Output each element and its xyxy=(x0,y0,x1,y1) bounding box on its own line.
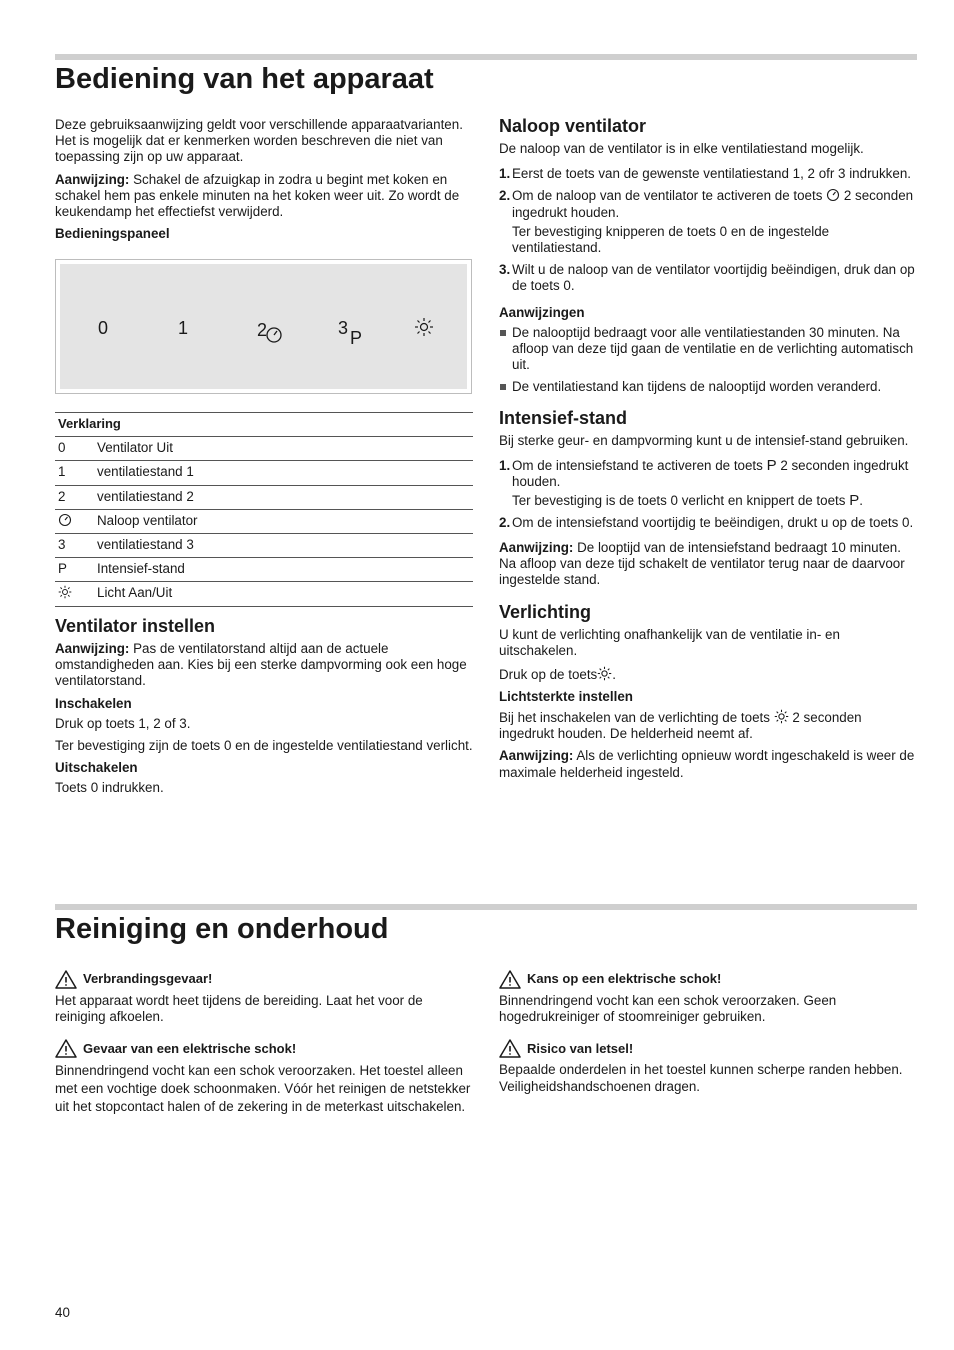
right-warnings xyxy=(499,970,917,1101)
list-item xyxy=(499,188,917,256)
timer-icon xyxy=(265,326,283,344)
ventilator-note xyxy=(55,641,473,690)
step-text: Eerst de toets van de gewenste ventilatiestand 1, 2 ofr 3 indrukken. xyxy=(512,166,911,182)
intensief-title: Intensief-stand xyxy=(499,407,628,428)
table-row xyxy=(55,485,473,509)
intro-paragraph: Deze gebruiksaanwijzing geldt voor verschillende apparaatvarianten. Het is mogelijk dat er kenmerken worden beschreven die niet van toepassing zijn op uw apparaat. xyxy=(55,117,463,165)
naloop-steps xyxy=(499,166,917,294)
table-row xyxy=(55,509,473,533)
list-item xyxy=(499,262,917,294)
section-title: Bediening van het apparaat xyxy=(55,63,434,95)
warning-heading xyxy=(55,970,473,989)
step-text: Om de intensiefstand voortijdig te beëindigen, drukt u op de toets 0. xyxy=(512,515,914,531)
panel-key-light xyxy=(414,316,434,337)
section-rule xyxy=(55,904,917,910)
warning-heading xyxy=(499,1039,917,1058)
bright-text xyxy=(499,709,917,742)
note-label: Aanwijzing: xyxy=(55,641,130,656)
note-text: De looptijd van de intensiefstand bedraagt 10 minuten. Na afloop van deze tijd schakelt de ventilator terug naar de daarvoor ingestelde stand. xyxy=(499,539,905,588)
step-cont-b: . xyxy=(859,493,863,509)
light-icon xyxy=(774,709,789,724)
bright-heading: Lichtsterkte instellen xyxy=(499,688,633,704)
warning-title: Gevaar van een elektrische schok! xyxy=(83,1040,297,1056)
panel-key-p-label: P xyxy=(350,328,363,348)
panel-heading: Bedieningspaneel xyxy=(55,226,170,242)
step-text: Wilt u de naloop van de ventilator voortijdig beëindigen, druk dan op de toets 0. xyxy=(512,262,915,294)
intensief-steps xyxy=(499,458,917,532)
step-text-a: Om de intensiefstand te activeren de toets xyxy=(512,457,767,473)
intensief-note xyxy=(499,540,917,589)
off-text: Toets 0 indrukken. xyxy=(55,780,164,796)
panel-key-2 xyxy=(257,318,283,344)
intensief-intro: Bij sterke geur- en dampvorming kunt u de intensief-stand gebruiken. xyxy=(499,432,909,448)
panel-key-3 xyxy=(338,318,363,348)
step-cont-a: Ter bevestiging is de toets 0 verlicht en knippert de toets xyxy=(512,493,850,509)
verlichting-press xyxy=(499,666,917,683)
legend-desc: Licht Aan/Uit xyxy=(94,582,473,606)
naloop-notes-heading: Aanwijzingen xyxy=(499,304,585,320)
note-label: Aanwijzing: xyxy=(499,748,574,764)
timer-icon xyxy=(826,188,840,202)
ventilator-section xyxy=(55,616,473,803)
note-text: Schakel de afzuigkap in zodra u begint met koken en schakel hem pas enkele minuten na het koken weer uit. Zo wordt de keukendamp het effectiefst verwijderd. xyxy=(55,171,460,220)
warning-triangle-icon xyxy=(55,970,77,989)
legend-key: P xyxy=(55,558,94,582)
section-rule xyxy=(55,54,917,60)
off-heading: Uitschakelen xyxy=(55,760,138,776)
warning-triangle-icon xyxy=(499,970,521,989)
left-column-intro xyxy=(55,117,473,246)
warning-triangle-icon xyxy=(55,1039,77,1058)
warning-text: Binnendringend vocht kan een schok veroorzaken. Geen hogedrukreiniger of stoomreiniger gebruiken. xyxy=(499,993,837,1025)
control-panel-illustration xyxy=(55,259,472,394)
panel-key-3-label: 3 xyxy=(338,318,349,338)
legend-key xyxy=(55,582,94,606)
legend-key: 0 xyxy=(55,437,94,461)
table-row xyxy=(55,534,473,558)
warning-title: Risico van letsel! xyxy=(527,1040,634,1056)
on-confirm-text: Ter bevestiging zijn de toets 0 en de ingestelde ventilatiestand verlicht. xyxy=(55,738,473,754)
step-text-b: 2 seconden ingedrukt houden. xyxy=(512,188,914,220)
step-continuation xyxy=(512,493,917,509)
step-continuation: Ter bevestiging knipperen de toets 0 en de ingestelde ventilatiestand. xyxy=(512,223,830,256)
naloop-notes xyxy=(499,325,917,396)
warning-heading xyxy=(55,1039,473,1058)
step-number: 2. xyxy=(499,515,511,531)
verlichting-intro: U kunt de verlichting onafhankelijk van de ventilatie in- en uitschakelen. xyxy=(499,627,840,659)
legend-key: 1 xyxy=(55,461,94,485)
timer-icon xyxy=(58,513,72,527)
legend-key xyxy=(55,509,94,533)
table-row xyxy=(55,582,473,606)
bright-text-a: Bij het inschakelen van de verlichting de toets xyxy=(499,710,774,726)
ventilator-title: Ventilator instellen xyxy=(55,616,216,636)
step-number: 1. xyxy=(499,166,511,182)
light-icon xyxy=(58,585,72,599)
light-icon xyxy=(414,317,434,337)
control-panel-surface xyxy=(60,264,467,389)
bright-text-b: 2 seconden ingedrukt houden. De helderheid neemt af. xyxy=(499,710,862,742)
legend-desc: Naloop ventilator xyxy=(94,509,473,533)
warning-triangle-icon xyxy=(499,1039,521,1058)
step-number: 1. xyxy=(499,457,511,473)
section-title: Reiniging en onderhoud xyxy=(55,913,389,945)
legend-desc: Ventilator Uit xyxy=(94,437,473,461)
table-row xyxy=(55,461,473,485)
warning-title: Kans op een elektrische schok! xyxy=(527,971,722,987)
note-label: Aanwijzing: xyxy=(499,539,574,555)
legend-key: 3 xyxy=(55,534,94,558)
list-item xyxy=(499,166,917,182)
warning-text: Bepaalde onderdelen in het toestel kunnen scherpe randen hebben. Veiligheidshandschoenen dragen. xyxy=(499,1062,903,1094)
legend-header-row xyxy=(55,413,473,437)
legend-desc: Intensief-stand xyxy=(94,558,473,582)
page-number: 40 xyxy=(55,1305,70,1320)
note-text: Als de verlichting opnieuw wordt ingeschakeld is weer de maximale helderheid ingesteld. xyxy=(499,748,915,780)
on-heading: Inschakelen xyxy=(55,695,132,711)
legend-table xyxy=(55,412,473,607)
warning-title: Verbrandingsgevaar! xyxy=(83,971,213,987)
legend-key: 2 xyxy=(55,485,94,509)
left-warnings xyxy=(55,970,473,1122)
naloop-title: Naloop ventilator xyxy=(499,116,647,136)
right-column xyxy=(499,116,917,787)
naloop-intro: De naloop van de ventilator is in elke ventilatiestand mogelijk. xyxy=(499,141,864,156)
step-number: 2. xyxy=(499,188,511,204)
list-item: De nalooptijd bedraagt voor alle ventilatiestanden 30 minuten. Na afloop van deze tijd gaan de ventilatie en de verlichting automatisch uit. xyxy=(499,325,917,374)
step-text-b: 2 seconden ingedrukt houden. xyxy=(512,457,909,490)
verlichting-note xyxy=(499,748,917,780)
panel-key-0: 0 xyxy=(98,318,109,338)
table-row xyxy=(55,437,473,461)
list-item: De ventilatiestand kan tijdens de nalooptijd worden veranderd. xyxy=(499,379,917,395)
warning-text: Het apparaat wordt heet tijdens de bereiding. Laat het voor de reiniging afkoelen. xyxy=(55,993,423,1025)
press-text-b: . xyxy=(612,666,616,682)
warning-text: Binnendringend vocht kan een schok veroorzaken. Het toestel alleen met een vochtige doek schoonmaken. Vóór het reinigen de netstekker uit het stopcontact halen of de zekering in de meterkast uitschakelen. xyxy=(55,1063,471,1115)
on-text: Druk op toets 1, 2 of 3. xyxy=(55,715,191,731)
note-text: Pas de ventilatorstand altijd aan de actuele omstandigheden aan. Kies bij een sterke dampvorming ook een hoge ventilatorstand. xyxy=(55,641,467,689)
p-key-glyph: P xyxy=(766,456,777,474)
legend-desc: ventilatiestand 3 xyxy=(94,534,473,558)
note-paragraph xyxy=(55,172,473,221)
warning-heading xyxy=(499,970,917,989)
panel-key-1: 1 xyxy=(178,318,189,338)
note-label: Aanwijzing: xyxy=(55,171,130,187)
table-row xyxy=(55,558,473,582)
step-number: 3. xyxy=(499,262,511,278)
legend-desc: ventilatiestand 2 xyxy=(94,485,473,509)
p-key-glyph: P xyxy=(849,492,860,510)
panel-key-2-label: 2 xyxy=(257,319,268,340)
press-text-a: Druk op de toets xyxy=(499,666,598,682)
list-item xyxy=(499,515,917,531)
verlichting-title: Verlichting xyxy=(499,602,592,623)
legend-desc: ventilatiestand 1 xyxy=(94,461,473,485)
step-text-a: Om de naloop van de ventilator te activeren de toets xyxy=(512,188,827,204)
light-icon xyxy=(597,666,612,681)
legend-header: Verklaring xyxy=(55,413,473,437)
list-item xyxy=(499,458,917,510)
